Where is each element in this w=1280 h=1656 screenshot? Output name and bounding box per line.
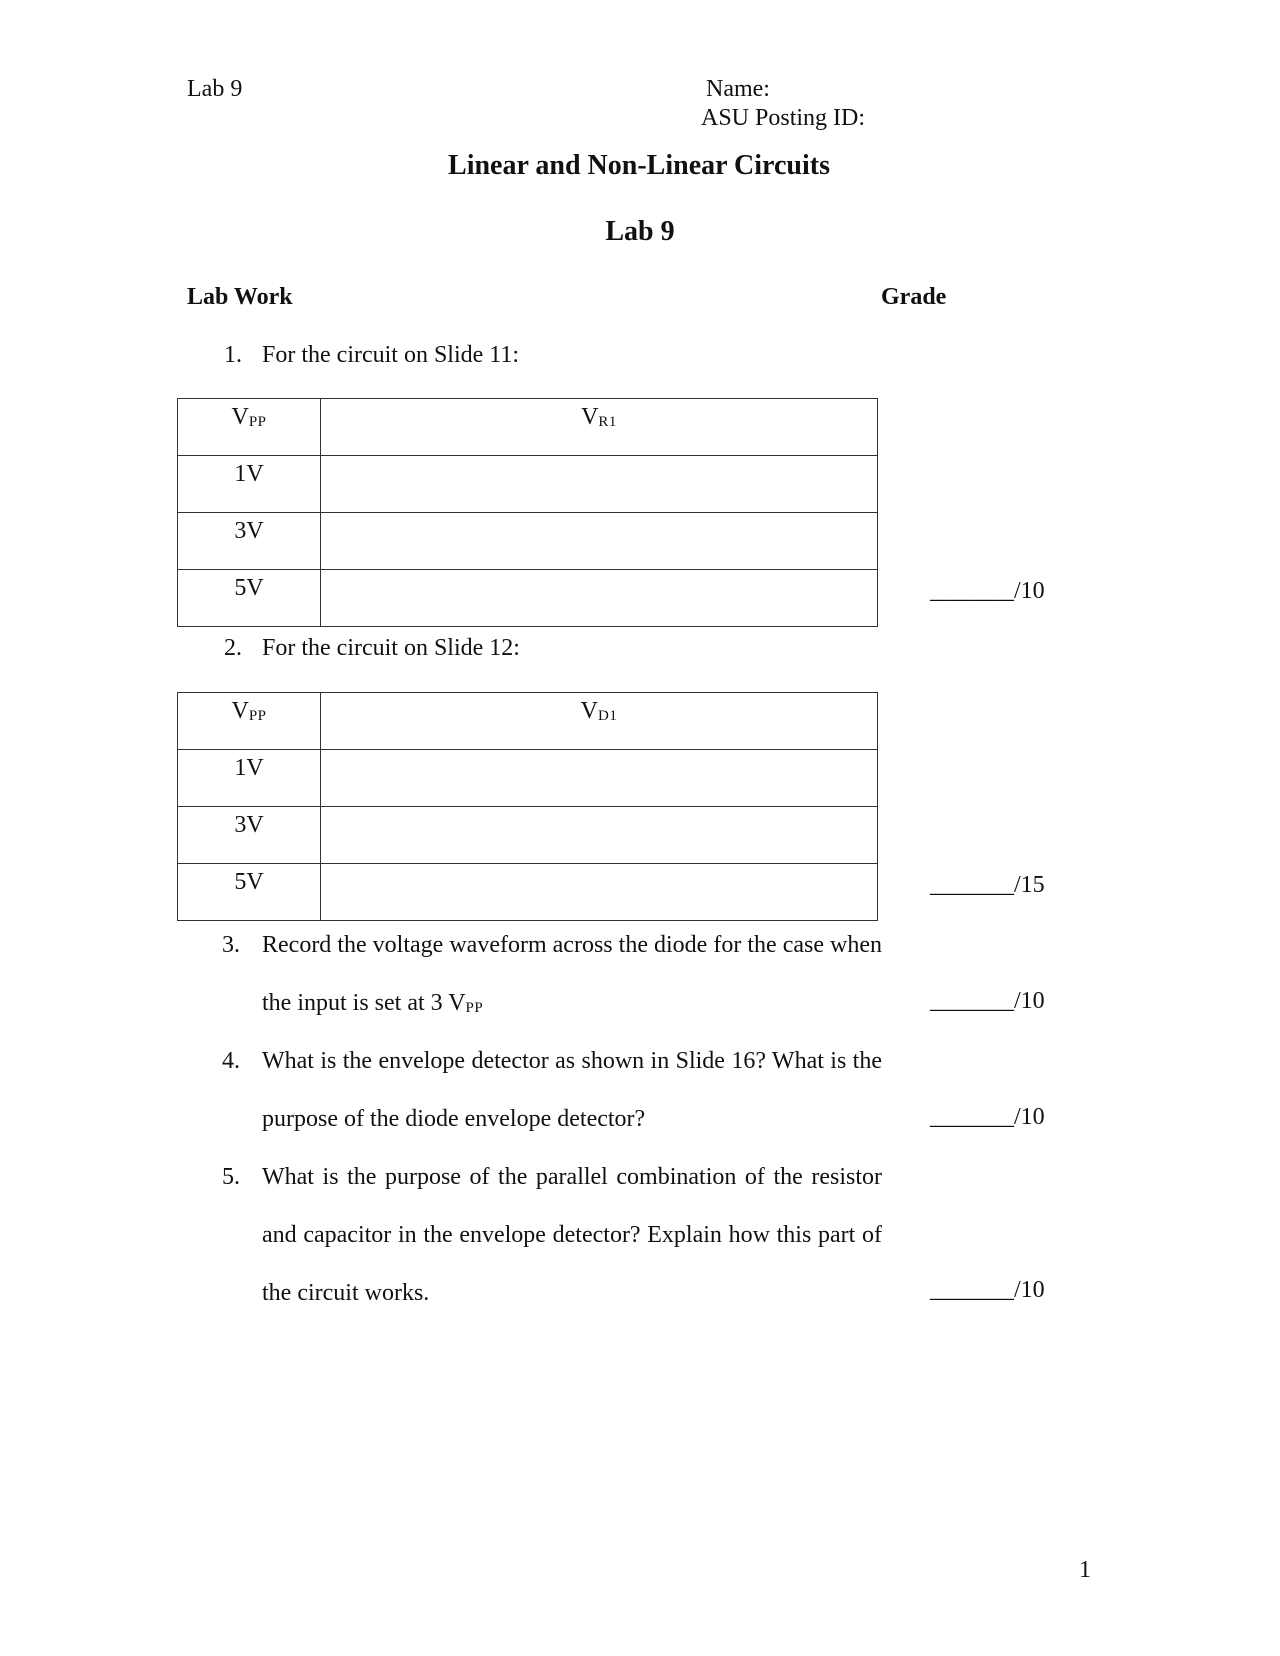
section-grade: Grade — [881, 284, 947, 310]
answer-cell[interactable] — [321, 513, 878, 570]
q2-grade: _______/15 — [930, 872, 1045, 898]
q1-table — [177, 398, 878, 627]
table-header-cell — [178, 693, 321, 750]
table-cell: 3V — [178, 807, 321, 864]
q4-grade: _______/10 — [930, 1104, 1045, 1130]
q5-block — [222, 1148, 882, 1322]
name-label: Name: — [706, 76, 770, 102]
header-sub: PP — [248, 414, 267, 430]
header-sub: PP — [248, 708, 267, 724]
q1-text: For the circuit on Slide 11: — [262, 342, 520, 368]
q4-text: What is the envelope detector as shown in Slide 16? What is the purpose of the diode envelope detector? — [262, 1048, 882, 1132]
table-row — [178, 693, 878, 750]
answer-cell[interactable] — [321, 570, 878, 627]
table-cell: 3V — [178, 513, 321, 570]
answer-cell[interactable] — [321, 456, 878, 513]
table-header-cell — [321, 693, 878, 750]
page-number: 1 — [1079, 1557, 1091, 1583]
q4-number: 4. — [222, 1048, 240, 1074]
table-header-cell — [321, 399, 878, 456]
table-cell: 1V — [178, 456, 321, 513]
answer-cell[interactable] — [321, 864, 878, 921]
table-row — [178, 750, 878, 807]
q2-text: For the circuit on Slide 12: — [262, 635, 520, 661]
page-title: Linear and Non-Linear Circuits — [448, 150, 830, 181]
q2-table — [177, 692, 878, 921]
section-lab-work: Lab Work — [187, 284, 293, 310]
header-sub: D1 — [598, 708, 618, 724]
q3-grade: _______/10 — [930, 988, 1045, 1014]
table-row — [178, 570, 878, 627]
answer-cell[interactable] — [321, 750, 878, 807]
header-main: V — [581, 404, 599, 430]
q3-block — [222, 916, 882, 1035]
q3-number: 3. — [222, 932, 240, 958]
posting-id-label: ASU Posting ID: — [701, 105, 866, 131]
page-subtitle: Lab 9 — [605, 216, 675, 247]
table-row — [178, 456, 878, 513]
q1-number: 1. — [224, 342, 242, 368]
table-header-cell — [178, 399, 321, 456]
header-main: V — [231, 698, 249, 724]
table-row — [178, 807, 878, 864]
q5-text: What is the purpose of the parallel combination of the resistor and capacitor in the envelope detector? Explain how this part of the circuit works. — [262, 1164, 882, 1306]
q3-text: Record the voltage waveform across the diode for the case when the input is set at 3 V — [262, 932, 882, 1016]
header-main: V — [231, 404, 249, 430]
header-main: V — [580, 698, 598, 724]
table-row — [178, 513, 878, 570]
q5-number: 5. — [222, 1164, 240, 1190]
table-cell: 5V — [178, 864, 321, 921]
q5-grade: _______/10 — [930, 1277, 1045, 1303]
table-cell: 1V — [178, 750, 321, 807]
header-sub: R1 — [598, 414, 617, 430]
table-row — [178, 864, 878, 921]
table-cell: 5V — [178, 570, 321, 627]
lab-label: Lab 9 — [187, 76, 243, 102]
table-row — [178, 399, 878, 456]
q3-sub: PP — [465, 1000, 484, 1016]
q2-number: 2. — [224, 635, 242, 661]
q1-grade: _______/10 — [930, 578, 1045, 604]
answer-cell[interactable] — [321, 807, 878, 864]
q4-block — [222, 1032, 882, 1148]
